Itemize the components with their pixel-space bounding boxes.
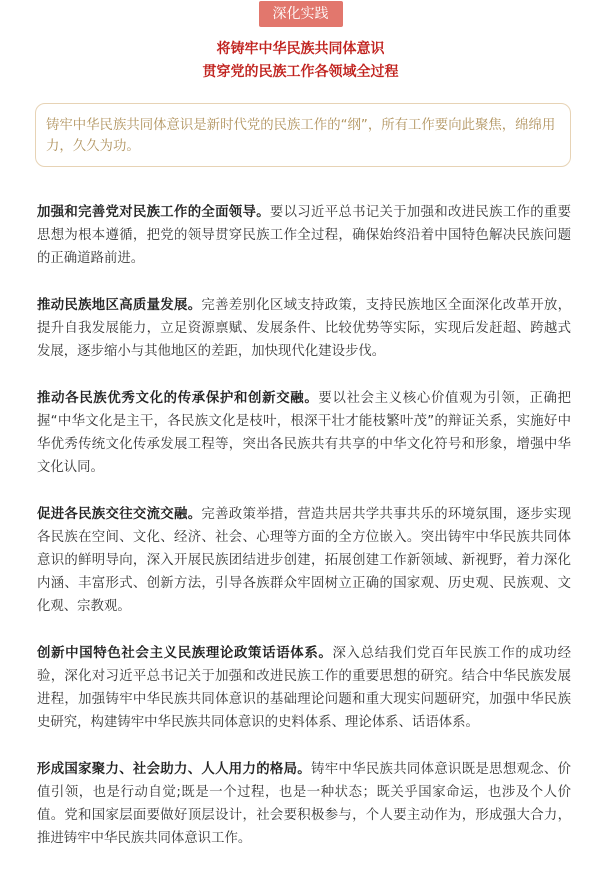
paragraph-text: 深入总结我们党百年民族工作的成功经验，深化对习近平总书记关于加强和改进民族工作的重要思想的研究。结合中华民族发展进程，加强铸牢中华民族共同体意识的基础理论问题和重大现实问题研究，加强中华民族史研究，构建铸牢中华民族共同体意识的史料体系、理论体系、话语体系。 bbox=[37, 646, 572, 730]
paragraph-text: 完善差别化区域支持政策，支持民族地区全面深化改革开放，提升自我发展能力，立足资源禀赋、发展条件、比较优势等实际，实现后发赶超、跨越式发展，逐步缩小与其他地区的差距，加快现代化建设步伐。 bbox=[37, 298, 572, 359]
section-tag-wrapper bbox=[0, 0, 601, 27]
paragraph-text: 要以社会主义核心价值观为引领，正确把握“中华文化是主干，各民族文化是枝叶，根深干壮才能枝繁叶茂”的辩证关系，实施好中华优秀传统文化传承发展工程等，突出各民族共有共享的中华文化符号和形象，增强中华文化认同。 bbox=[37, 391, 572, 475]
quote-text: 铸牢中华民族共同体意识是新时代党的民族工作的“纲”，所有工作要向此聚焦，绵绵用力，久久为功。 bbox=[46, 118, 556, 154]
headline-line-2: 贯穿党的民族工作各领域全过程 bbox=[202, 64, 399, 80]
paragraph bbox=[37, 758, 571, 850]
paragraph-lead: 推动各民族优秀文化的传承保护和创新交融。 bbox=[37, 391, 319, 406]
paragraph-text: 铸牢中华民族共同体意识既是思想观念、价值引领，也是行动自觉;既是一个过程，也是一种状态；既关乎国家命运，也涉及个人价值。党和国家层面要做好顶层设计，社会要积极参与，个人要主动作为，形成强大合力，推进铸牢中华民族共同体意识工作。 bbox=[37, 762, 572, 846]
article-body bbox=[37, 201, 571, 874]
paragraph-lead: 推动民族地区高质量发展。 bbox=[37, 298, 202, 313]
paragraph bbox=[37, 642, 571, 734]
paragraph-text: 要以习近平总书记关于加强和改进民族工作的重要思想为根本遵循，把党的领导贯穿民族工作全过程，确保始终沿着中国特色解决民族问题的正确道路前进。 bbox=[37, 205, 572, 266]
paragraph bbox=[37, 294, 571, 363]
paragraph-text: 完善政策举措，营造共居共学共事共乐的环境氛围，逐步实现各民族在空间、文化、经济、社会、心理等方面的全方位嵌入。突出铸牢中华民族共同体意识的鲜明导向，深入开展民族团结进步创建，拓展创建工作新领域、新视野，着力深化内涵、丰富形式、创新方法，引导各族群众牢固树立正确的国家观、历史观、民族观、文化观、宗教观。 bbox=[37, 507, 572, 614]
paragraph-lead: 创新中国特色社会主义民族理论政策话语体系。 bbox=[37, 646, 333, 661]
headline-line-1: 将铸牢中华民族共同体意识 bbox=[216, 41, 385, 57]
paragraph bbox=[37, 201, 571, 270]
quote-box bbox=[35, 103, 571, 167]
paragraph-lead: 形成国家聚力、社会助力、人人用力的格局。 bbox=[37, 762, 312, 777]
paragraph-lead: 加强和完善党对民族工作的全面领导。 bbox=[37, 205, 270, 220]
headline bbox=[0, 38, 601, 84]
section-tag: 深化实践 bbox=[259, 1, 343, 27]
paragraph bbox=[37, 387, 571, 479]
paragraph-lead: 促进各民族交往交流交融。 bbox=[37, 507, 202, 522]
paragraph bbox=[37, 503, 571, 618]
